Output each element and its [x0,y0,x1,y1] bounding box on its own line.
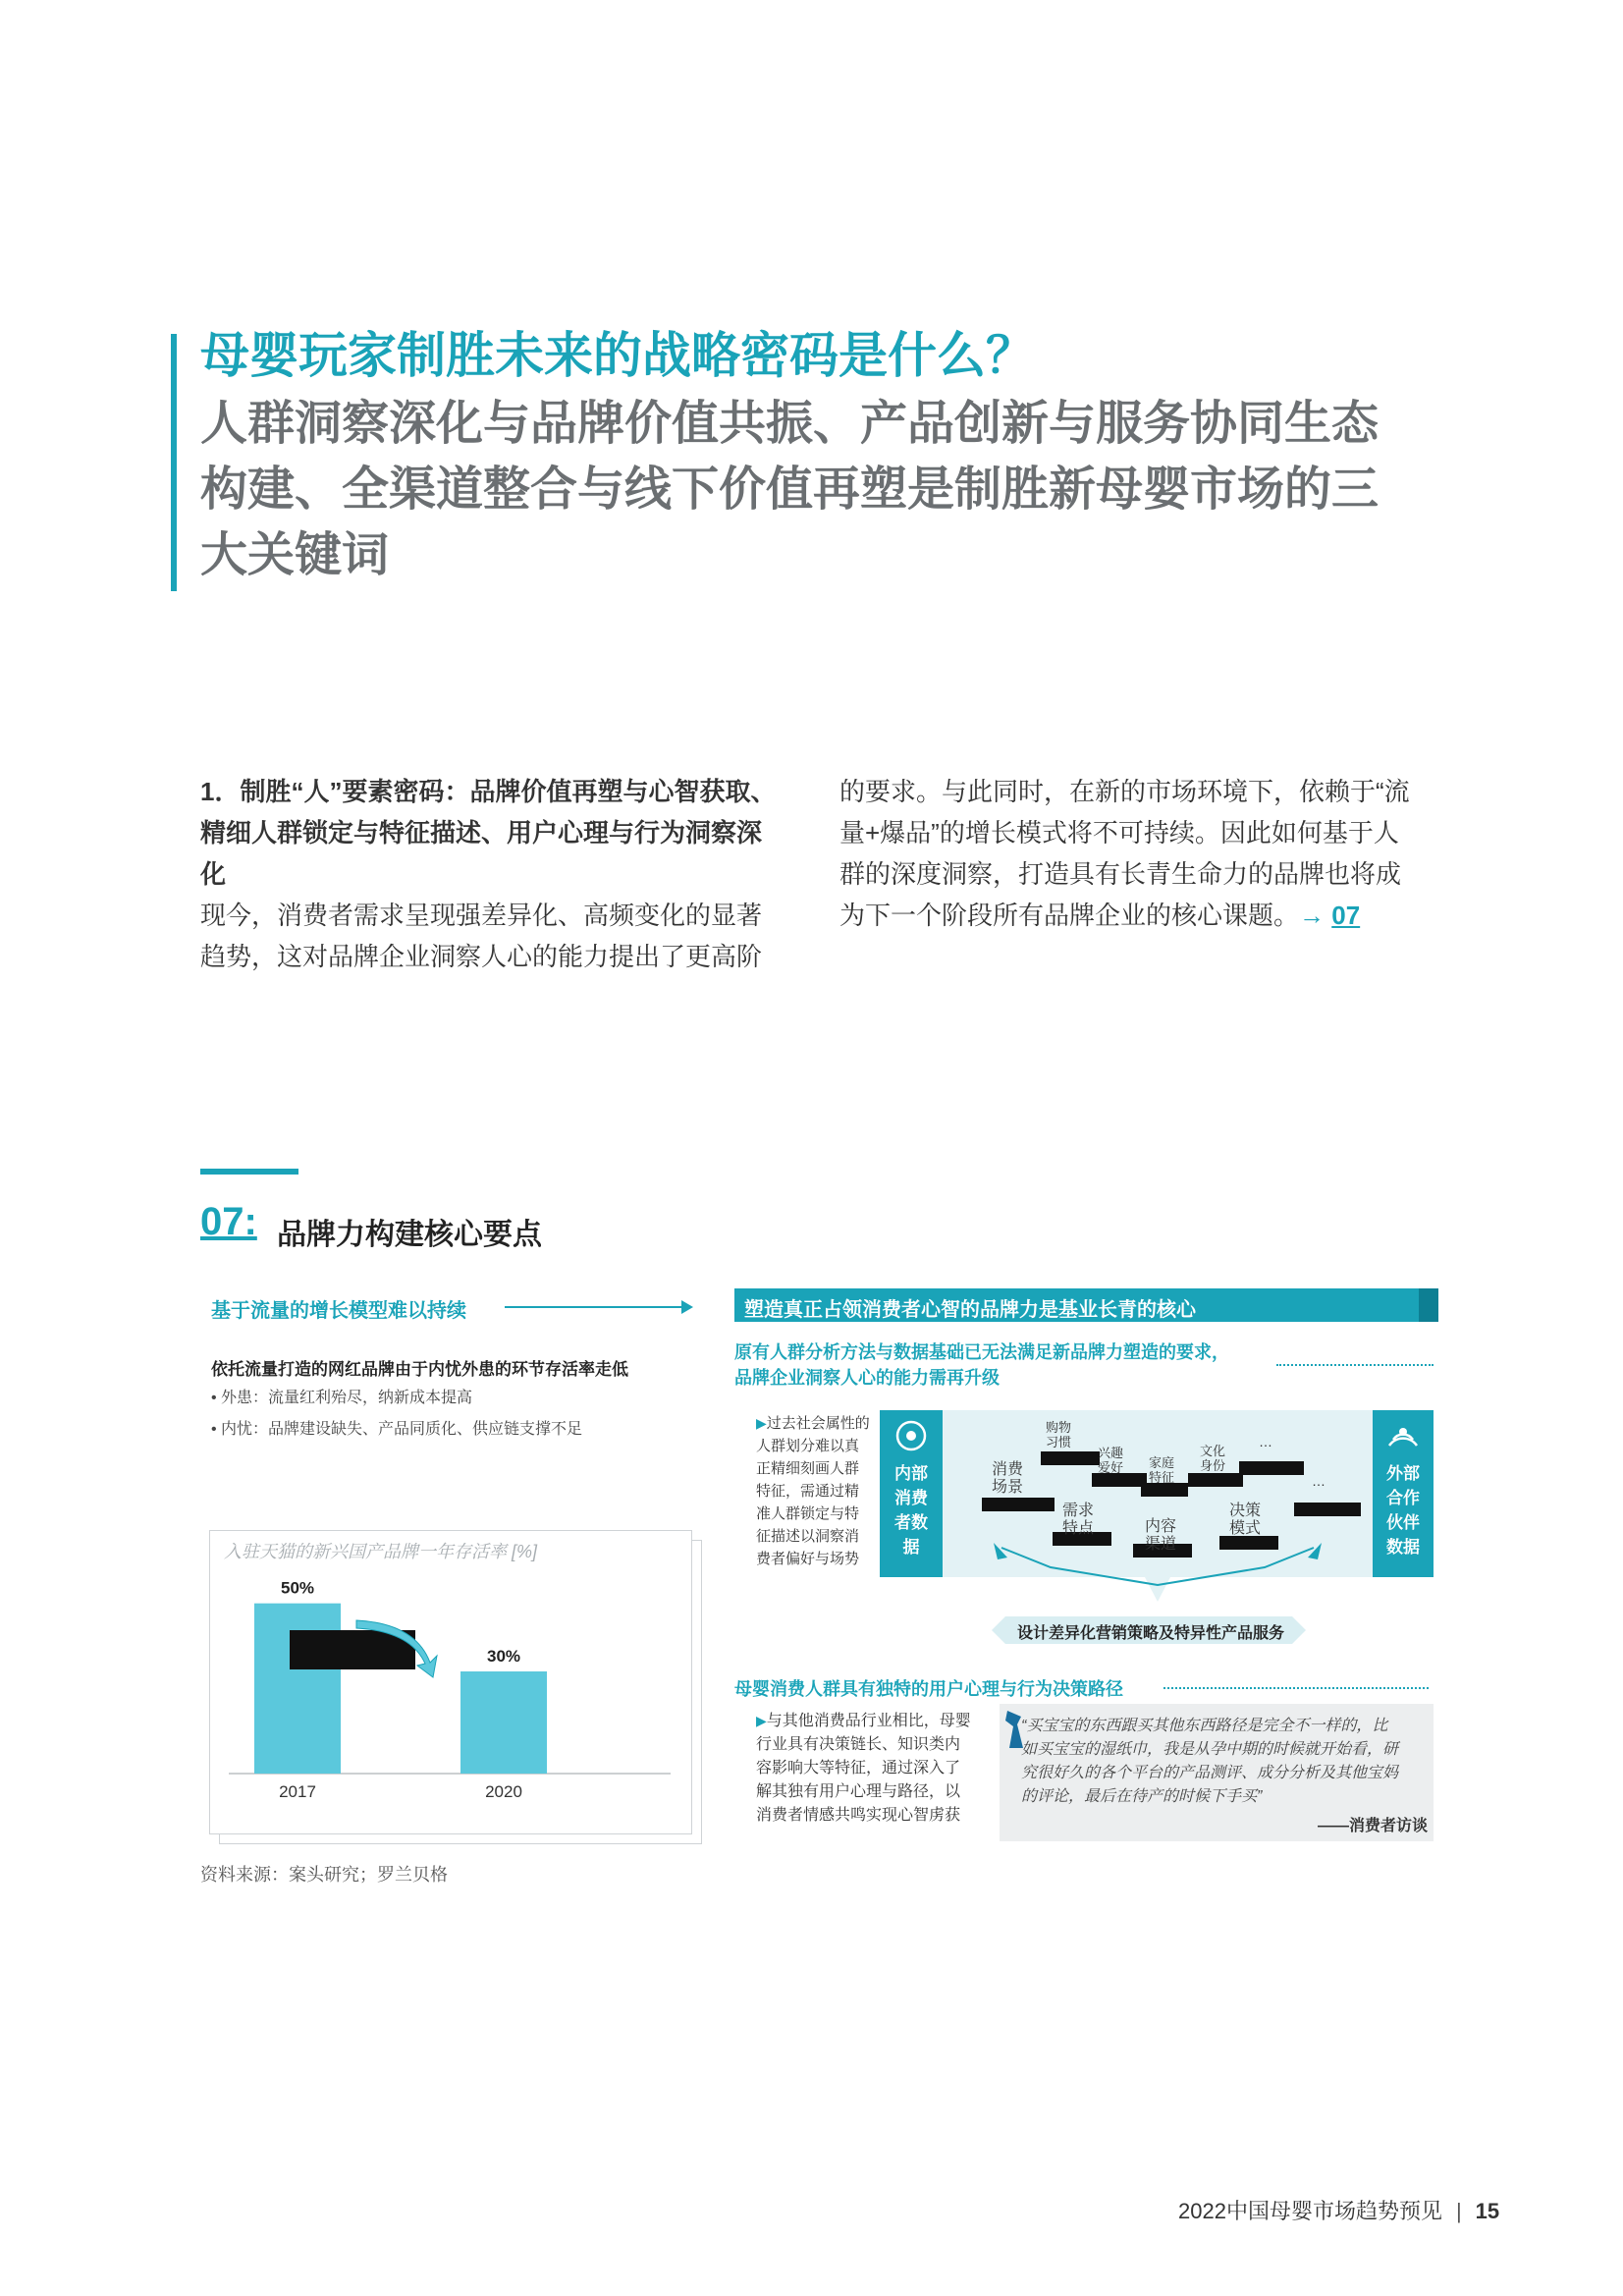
box-text: 据 [902,1538,920,1557]
node-bar [982,1498,1055,1511]
node-text: 决策 [1229,1503,1262,1519]
right-panel-header-tip [1419,1288,1438,1322]
node-text: 家庭 [1149,1455,1175,1470]
ellipsis: … [1312,1473,1325,1489]
bar-value-label: 50% [280,1578,315,1598]
node-text: 身份 [1200,1458,1226,1473]
dotted-divider [1276,1364,1434,1366]
left-panel-bullet: • 外患：流量红利殆尽，纳新成本提高 [211,1390,473,1406]
survival-rate-bar-chart [209,1530,690,1832]
node-bar [1188,1473,1243,1487]
ellipsis: … [1259,1434,1272,1449]
bar-value-label: 30% [486,1647,521,1666]
right-panel-left-text-2 [756,1709,974,1828]
headline-question: 母婴玩家制胜未来的战略密码是什么？ [200,328,1035,383]
figure-ref-label: 07 [1331,901,1361,930]
node-content-channel [1145,1518,1176,1554]
node-culture [1200,1444,1225,1473]
quote-line: 究很好久的各个平台的产品测评、成分分析及其他宝妈 [1021,1765,1399,1781]
text-line: 特征，需通过精 [756,1483,860,1500]
figure-source: 资料来源：案头研究；罗兰贝格 [200,1865,448,1885]
node-interest [1098,1446,1123,1475]
node-bar [1141,1483,1188,1497]
node-family [1149,1455,1174,1485]
bar-2017 [254,1604,341,1774]
text-line: 征描述以洞察消 [756,1528,860,1545]
quote-line: 如买宝宝的湿纸巾，我是从孕中期的时候就开始看，研 [1021,1741,1399,1758]
node-text: 内容 [1145,1518,1177,1535]
text-line: 与其他消费品行业相比，母婴 [766,1713,971,1729]
chart-marks [229,1579,671,1801]
dotted-divider [1163,1687,1429,1689]
body-line: 为下一个阶段所有品牌企业的核心课题。 [839,901,1300,930]
body-line: 现今，消费者需求呈现强差异化、高频变化的显著 [200,901,763,930]
box-text: 消费 [894,1489,928,1507]
headline-accent-bar [171,334,177,591]
text-line: 解其独有用户心理与路径，以 [756,1783,961,1800]
figure-ref-link[interactable] [1299,901,1360,930]
headline-body [200,391,1477,589]
node-shopping-habit [1046,1420,1071,1449]
node-text: 文化 [1200,1444,1226,1458]
left-panel-subtitle: 依托流量打造的网红品牌由于内忧外患的环节存活率走低 [211,1360,628,1379]
box-text: 者数 [894,1513,928,1532]
consumer-quote [1021,1715,1424,1809]
play-triangle-icon: ▶ [756,1713,767,1728]
node-text: 习惯 [1046,1435,1072,1449]
left-panel-title: 基于流量的增长模型难以持续 [211,1300,466,1322]
node-bar [1092,1473,1147,1487]
data-cycle-icon [893,1418,929,1453]
page-number: 15 [1475,2199,1500,2223]
text-line: 费者偏好与场势 [756,1551,860,1567]
node-bar [1041,1451,1100,1465]
text-line: 行业具有决策链长、知识类内 [756,1736,961,1753]
chart-title: 入驻天猫的新兴国产品牌一年存活率 [%] [224,1542,538,1561]
right-panel-subheading-1 [734,1339,1229,1391]
right-panel-left-text [756,1412,879,1570]
node-text: 需求 [1062,1503,1095,1519]
footer-report-title: 2022中国母婴市场趋势预见 [1178,2199,1442,2223]
body-line: 量+爆品”的增长模式将不可持续。因此如何基于人 [839,818,1399,847]
headline-line: 构建、全渠道整合与线下价值再塑是制胜新母婴市场的三 [200,464,1380,517]
body-right-column [839,771,1448,936]
node-text: 爱好 [1098,1460,1124,1475]
text-line: 准人群锁定与特 [756,1505,860,1522]
node-bar [1219,1536,1278,1550]
headline-line: 大关键词 [200,529,390,582]
figure-accent-rule [200,1169,298,1175]
text-line: 消费者情感共鸣实现心智虏获 [756,1807,961,1824]
node-bar [1294,1503,1361,1516]
body-left-column [200,771,809,977]
play-triangle-icon: ▶ [756,1415,767,1431]
box-text: 伙伴 [1386,1513,1420,1532]
internal-data-label [886,1461,937,1559]
bar-2020 [460,1671,547,1774]
subheading-line: 原有人群分析方法与数据基础已无法满足新品牌力塑造的要求， [734,1342,1229,1362]
section-subtitle-line: 化 [200,859,227,889]
box-text: 内部 [894,1464,928,1483]
body-line: 趋势，这对品牌企业洞察人心的能力提出了更高阶 [200,942,763,971]
subheading-line: 品牌企业洞察人心的能力需再升级 [734,1368,1000,1388]
quote-line: 的评论，最后在待产的时候下手买” [1021,1788,1263,1805]
node-text: 消费 [992,1461,1024,1478]
footer-separator: | [1455,2199,1462,2223]
node-text: 特点 [1062,1520,1095,1537]
text-line: 正精细刻画人群 [756,1460,860,1477]
box-text: 外部 [1386,1464,1420,1483]
external-data-label [1378,1461,1429,1559]
node-consumption-scene [992,1461,1023,1497]
left-panel-bullet: • 内忧：品牌建设缺失、产品同质化、供应链支撑不足 [211,1421,583,1438]
node-text: 购物 [1046,1420,1072,1435]
box-text: 数据 [1386,1538,1420,1557]
node-need [1062,1503,1094,1538]
x-tick-label: 2017 [279,1782,316,1801]
headline-line: 人群洞察深化与品牌价值共振、产品创新与服务协同生态 [200,398,1380,450]
quote-author: ——消费者访谈 [1318,1818,1429,1834]
text-line: 过去社会属性的 [766,1415,870,1432]
text-line: 人群划分难以真 [756,1438,860,1454]
section-subtitle-line: 精细人群锁定与特征描述、用户心理与行为洞察深 [200,818,763,847]
page-footer [1178,2195,1499,2225]
node-text: 模式 [1229,1520,1262,1537]
arrow-right-icon [505,1306,691,1308]
text-line: 容影响大等特征，通过深入了 [756,1760,961,1777]
section-subtitle-line: 1．制胜“人”要素密码：品牌价值再塑与心智获取、 [200,777,777,806]
figure-number [200,1200,257,1244]
box-text: 合作 [1386,1489,1420,1507]
x-tick-label: 2020 [485,1782,522,1801]
body-line-with-ref [839,895,1448,936]
node-decision [1229,1503,1261,1538]
body-line: 的要求。与此同时，在新的市场环境下，依赖于“流 [839,777,1410,806]
arrow-right-icon: → [1299,901,1325,930]
node-text: 场景 [992,1479,1024,1496]
body-line: 群的深度洞察，打造具有长青生命力的品牌也将成 [839,859,1402,889]
design-banner: 设计差异化营销策略及特异性产品服务 [1017,1625,1285,1642]
figure-title: 品牌力构建核心要点 [277,1219,542,1251]
right-panel-subheading-2: 母婴消费人群具有独特的用户心理与行为决策路径 [734,1679,1123,1699]
quote-line: “买宝宝的东西跟买其他东西路径是完全不一样的，比 [1021,1718,1388,1734]
node-bar [1239,1461,1304,1475]
node-text: 特征 [1149,1470,1175,1485]
signal-icon [1385,1418,1421,1453]
node-text: 兴趣 [1098,1446,1124,1460]
right-panel-header: 塑造真正占领消费者心智的品牌力是基业长青的核心 [744,1299,1196,1321]
node-text: 渠道 [1145,1536,1177,1553]
figure-number-text: 07: [200,1200,257,1243]
